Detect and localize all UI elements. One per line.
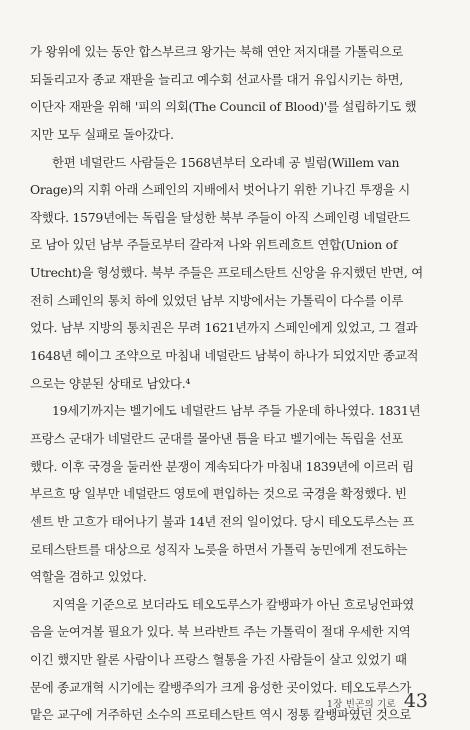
text-line: 맡은 교구에 거주하던 소수의 프로테스탄트 역시 정통 칼뱅파였던 것으로	[30, 707, 412, 723]
text-line: 되돌리고자 종교 재판을 늘리고 예수회 선교사를 대거 유입시키는 하면,	[30, 71, 404, 87]
text-line: 으로는 양분된 상태로 남았다.⁴	[30, 375, 191, 391]
body-text	[30, 38, 444, 729]
running-footer-chapter: 1장 빈곤의 기로	[326, 699, 396, 710]
text-line: 1648년 헤이그 조약으로 마침내 네덜란드 남북이 하나가 되었지만 종교적	[30, 348, 419, 364]
text-line: 19세기까지는 벨기에도 네덜란드 남부 주들 가운데 하나였다. 1831년	[52, 403, 421, 419]
text-line: 이긴 했지만 왈론 사람이나 프랑스 혈통을 가진 사람들이 살고 있었기 때	[30, 652, 407, 668]
text-line: 지만 모두 실패로 돌아갔다.	[30, 126, 174, 142]
text-line: 지역을 기준으로 보더라도 테오도루스가 칼뱅파가 아닌 흐로닝언파였	[52, 596, 414, 612]
text-line: 이단자 재판을 위해 '피의 의회(The Council of Blood)'를 설립하기도 했	[30, 99, 417, 115]
text-line: Orage)의 지휘 아래 스페인의 지배에서 벗어나기 위한 기나긴 투쟁을 시	[30, 182, 410, 198]
text-line: 음을 눈여겨볼 필요가 있다. 북 브라반트 주는 가톨릭이 절대 우세한 지역	[30, 624, 411, 640]
text-line: 역할을 겸하고 있었다.	[30, 569, 147, 585]
text-line: 한편 네덜란드 사람들은 1568년부터 오라녜 공 빌럼(Willem van	[52, 154, 400, 170]
text-line: 문에 종교개혁 시기에는 칼뱅주의가 크게 융성한 곳이었다. 테오도루스가	[30, 679, 412, 695]
text-line: 로테스탄트를 대상으로 성직자 노릇을 하면서 가톨릭 농민에게 전도하는	[30, 541, 408, 557]
text-line: 작했다. 1579년에는 독립을 달성한 북부 주들이 아직 스페인령 네덜란드	[30, 209, 411, 225]
page-number: 43	[403, 690, 428, 712]
text-line: 했다. 이후 국경을 둘러싼 분쟁이 계속되다가 마침내 1839년에 이르러 림	[30, 458, 414, 474]
page-footer	[327, 690, 428, 712]
text-line: 센트 반 고흐가 태어나기 불과 14년 전의 일이었다. 당시 테오도루스는 프	[30, 513, 414, 529]
text-line: 로 남아 있던 남부 주들로부터 갈라져 나와 위트레흐트 연합(Union of	[30, 237, 398, 253]
text-line: 전히 스페인의 통치 하에 있었던 남부 지방에서는 가톨릭이 다수를 이루	[30, 292, 404, 308]
text-line: Utrecht)을 형성했다. 북부 주들은 프로테스탄트 신앙을 유지했던 반면, 여	[30, 265, 423, 281]
text-line: 었다. 남부 지방의 통치권은 무려 1621년까지 스페인에게 있었고, 그 결과	[30, 320, 418, 336]
text-line: 가 왕위에 있는 동안 합스부르크 왕가는 북해 연안 저지대를 가톨릭으로	[30, 44, 404, 59]
text-line: 부르흐 땅 일부만 네덜란드 영토에 편입하는 것으로 국경을 확정했다. 빈	[30, 486, 407, 502]
text-line: 프랑스 군대가 네덜란드 군대를 몰아낸 틈을 타고 벨기에는 독립을 선포	[30, 430, 404, 446]
